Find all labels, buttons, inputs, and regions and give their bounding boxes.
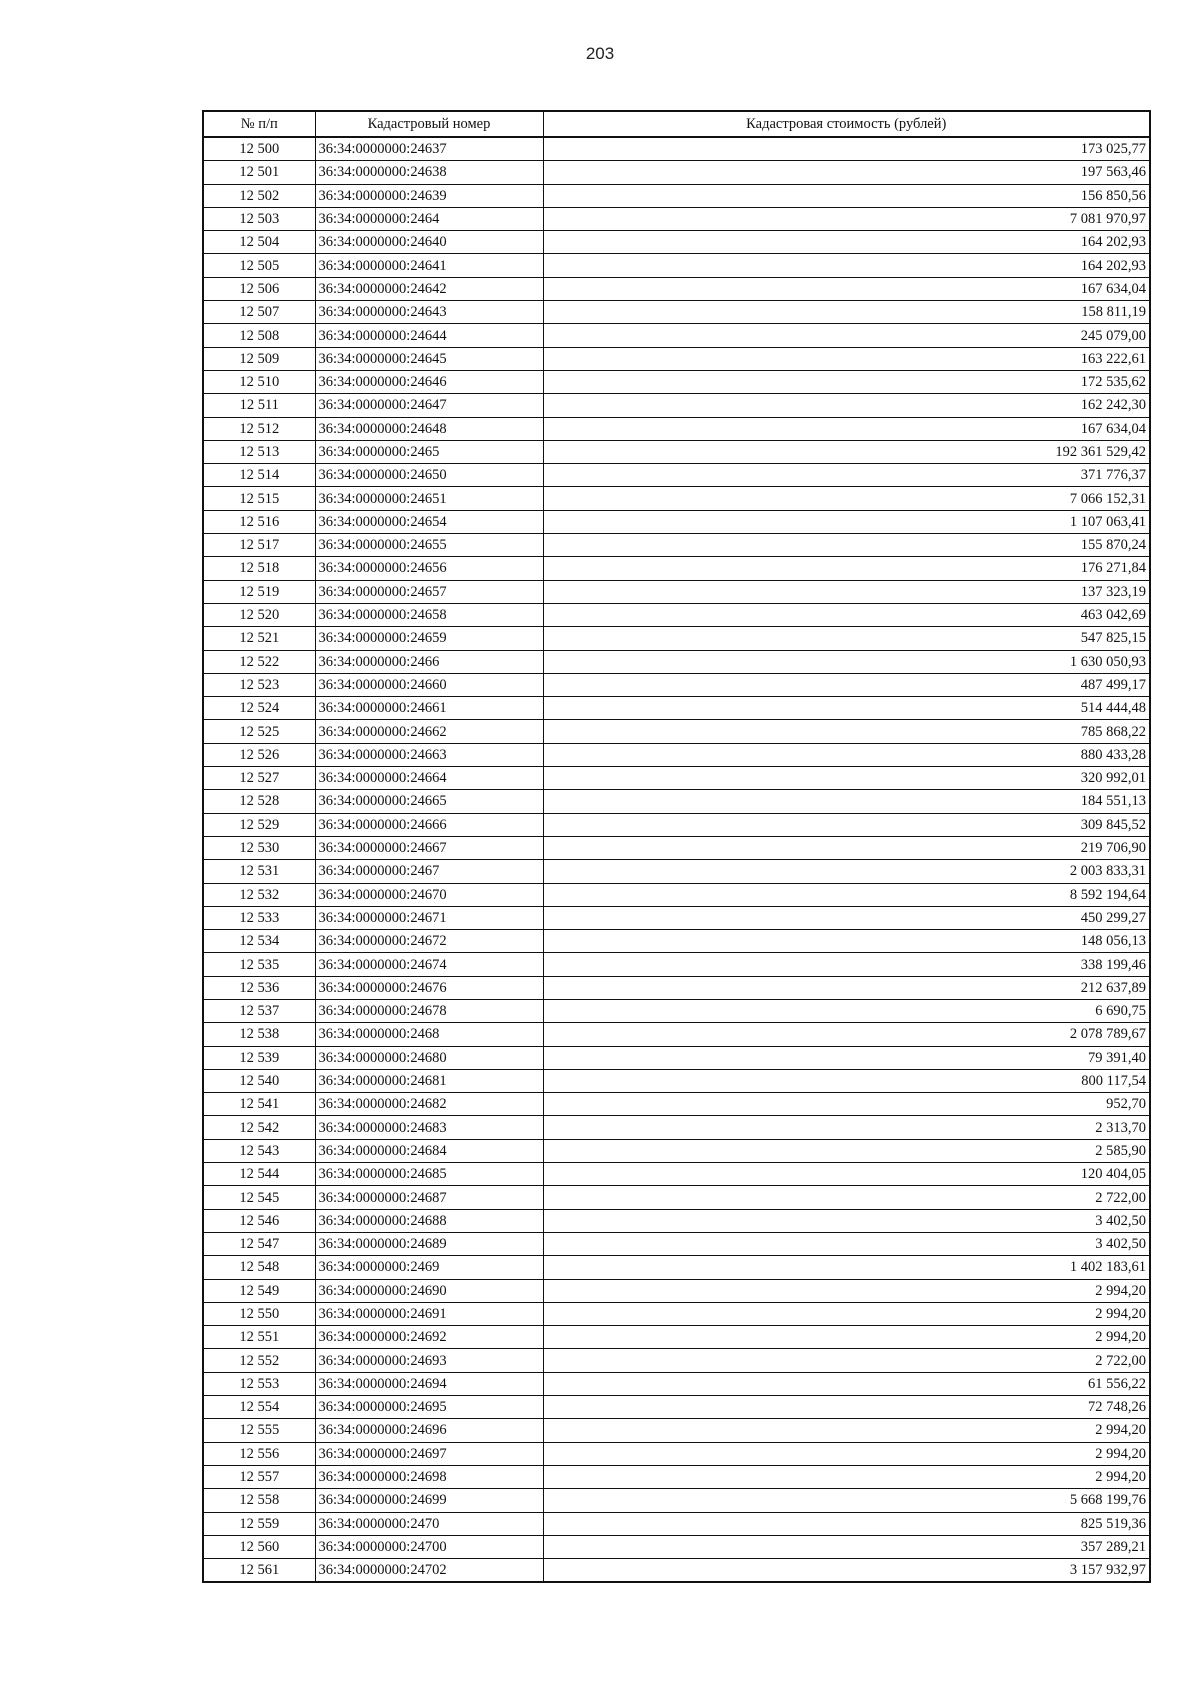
row-number-cell: 12 502: [203, 184, 315, 207]
cadastral-value-cell: 3 157 932,97: [543, 1559, 1150, 1583]
cadastral-number-cell: 36:34:0000000:24682: [315, 1093, 543, 1116]
cadastral-value-cell: 8 592 194,64: [543, 883, 1150, 906]
table-row: [203, 1093, 1150, 1116]
table-row: [203, 161, 1150, 184]
cadastral-number-cell: 36:34:0000000:24642: [315, 277, 543, 300]
table-row: [203, 603, 1150, 626]
cadastral-value-cell: 463 042,69: [543, 603, 1150, 626]
row-number-cell: 12 548: [203, 1256, 315, 1279]
row-number-cell: 12 515: [203, 487, 315, 510]
cadastral-value-cell: 6 690,75: [543, 999, 1150, 1022]
table-row: [203, 1279, 1150, 1302]
row-number-cell: 12 547: [203, 1232, 315, 1255]
table-row: [203, 1163, 1150, 1186]
table-row: [203, 883, 1150, 906]
table-row: [203, 1419, 1150, 1442]
cadastral-number-cell: 36:34:0000000:2469: [315, 1256, 543, 1279]
cadastral-value-cell: 72 748,26: [543, 1396, 1150, 1419]
table-row: [203, 627, 1150, 650]
table-row: [203, 1535, 1150, 1558]
cadastral-value-cell: 487 499,17: [543, 673, 1150, 696]
cadastral-number-cell: 36:34:0000000:2464: [315, 207, 543, 230]
cadastral-value-cell: 167 634,04: [543, 417, 1150, 440]
cadastral-value-cell: 164 202,93: [543, 254, 1150, 277]
table-row: [203, 347, 1150, 370]
row-number-cell: 12 508: [203, 324, 315, 347]
row-number-cell: 12 534: [203, 930, 315, 953]
table-row: [203, 1069, 1150, 1092]
cadastral-number-cell: 36:34:0000000:24645: [315, 347, 543, 370]
cadastral-value-cell: 880 433,28: [543, 743, 1150, 766]
cadastral-value-cell: 173 025,77: [543, 137, 1150, 161]
row-number-cell: 12 523: [203, 673, 315, 696]
row-number-cell: 12 552: [203, 1349, 315, 1372]
cadastral-value-cell: 514 444,48: [543, 697, 1150, 720]
row-number-cell: 12 535: [203, 953, 315, 976]
cadastral-number-cell: 36:34:0000000:24640: [315, 231, 543, 254]
row-number-cell: 12 519: [203, 580, 315, 603]
row-number-cell: 12 513: [203, 440, 315, 463]
table-row: [203, 324, 1150, 347]
row-number-cell: 12 540: [203, 1069, 315, 1092]
table-row: [203, 231, 1150, 254]
cadastral-value-cell: 197 563,46: [543, 161, 1150, 184]
cadastral-number-cell: 36:34:0000000:24661: [315, 697, 543, 720]
row-number-cell: 12 527: [203, 767, 315, 790]
cadastral-number-cell: 36:34:0000000:24658: [315, 603, 543, 626]
cadastral-value-cell: 1 107 063,41: [543, 510, 1150, 533]
table-row: [203, 1512, 1150, 1535]
row-number-cell: 12 530: [203, 836, 315, 859]
cadastral-value-cell: 164 202,93: [543, 231, 1150, 254]
table-row: [203, 1139, 1150, 1162]
cadastral-value-cell: 192 361 529,42: [543, 440, 1150, 463]
cadastral-value-cell: 450 299,27: [543, 906, 1150, 929]
row-number-cell: 12 522: [203, 650, 315, 673]
table-row: [203, 999, 1150, 1022]
cadastral-value-cell: 219 706,90: [543, 836, 1150, 859]
row-number-cell: 12 557: [203, 1465, 315, 1488]
cadastral-number-cell: 36:34:0000000:24678: [315, 999, 543, 1022]
row-number-cell: 12 524: [203, 697, 315, 720]
row-number-cell: 12 541: [203, 1093, 315, 1116]
cadastral-number-cell: 36:34:0000000:24672: [315, 930, 543, 953]
table-row: [203, 1302, 1150, 1325]
table-row: [203, 720, 1150, 743]
table-row: [203, 277, 1150, 300]
cadastral-value-cell: 120 404,05: [543, 1163, 1150, 1186]
cadastral-number-cell: 36:34:0000000:24702: [315, 1559, 543, 1583]
cadastral-number-cell: 36:34:0000000:24683: [315, 1116, 543, 1139]
cadastral-number-cell: 36:34:0000000:24674: [315, 953, 543, 976]
cadastral-number-cell: 36:34:0000000:24691: [315, 1302, 543, 1325]
header-row-number: № п/п: [203, 111, 315, 137]
cadastral-number-cell: 36:34:0000000:24665: [315, 790, 543, 813]
cadastral-number-cell: 36:34:0000000:2466: [315, 650, 543, 673]
cadastral-value-cell: 3 402,50: [543, 1232, 1150, 1255]
cadastral-number-cell: 36:34:0000000:24660: [315, 673, 543, 696]
table-row: [203, 510, 1150, 533]
cadastral-value-cell: 785 868,22: [543, 720, 1150, 743]
row-number-cell: 12 529: [203, 813, 315, 836]
row-number-cell: 12 528: [203, 790, 315, 813]
cadastral-value-cell: 5 668 199,76: [543, 1489, 1150, 1512]
row-number-cell: 12 546: [203, 1209, 315, 1232]
cadastral-value-cell: 2 994,20: [543, 1279, 1150, 1302]
cadastral-value-cell: 163 222,61: [543, 347, 1150, 370]
row-number-cell: 12 550: [203, 1302, 315, 1325]
table-row: [203, 1326, 1150, 1349]
cadastral-value-cell: 3 402,50: [543, 1209, 1150, 1232]
cadastral-value-cell: 156 850,56: [543, 184, 1150, 207]
cadastral-number-cell: 36:34:0000000:24680: [315, 1046, 543, 1069]
row-number-cell: 12 531: [203, 860, 315, 883]
cadastral-value-cell: 212 637,89: [543, 976, 1150, 999]
row-number-cell: 12 504: [203, 231, 315, 254]
cadastral-value-cell: 7 081 970,97: [543, 207, 1150, 230]
table-row: [203, 440, 1150, 463]
cadastral-value-cell: 2 722,00: [543, 1186, 1150, 1209]
cadastral-value-cell: 245 079,00: [543, 324, 1150, 347]
table-row: [203, 1349, 1150, 1372]
cadastral-number-cell: 36:34:0000000:24671: [315, 906, 543, 929]
table-row: [203, 836, 1150, 859]
cadastral-value-cell: 2 994,20: [543, 1465, 1150, 1488]
row-number-cell: 12 520: [203, 603, 315, 626]
cadastral-value-cell: 137 323,19: [543, 580, 1150, 603]
cadastral-value-cell: 155 870,24: [543, 534, 1150, 557]
row-number-cell: 12 501: [203, 161, 315, 184]
row-number-cell: 12 544: [203, 1163, 315, 1186]
cadastral-number-cell: 36:34:0000000:24639: [315, 184, 543, 207]
row-number-cell: 12 500: [203, 137, 315, 161]
cadastral-number-cell: 36:34:0000000:24685: [315, 1163, 543, 1186]
cadastral-value-cell: 2 722,00: [543, 1349, 1150, 1372]
cadastral-value-cell: 7 066 152,31: [543, 487, 1150, 510]
row-number-cell: 12 512: [203, 417, 315, 440]
cadastral-value-cell: 952,70: [543, 1093, 1150, 1116]
table-row: [203, 790, 1150, 813]
table-row: [203, 580, 1150, 603]
table-row: [203, 1442, 1150, 1465]
cadastral-value-cell: 167 634,04: [543, 277, 1150, 300]
cadastral-number-cell: 36:34:0000000:24644: [315, 324, 543, 347]
cadastral-value-cell: 2 994,20: [543, 1326, 1150, 1349]
cadastral-value-cell: 320 992,01: [543, 767, 1150, 790]
header-cadastral-number: Кадастровый номер: [315, 111, 543, 137]
cadastral-number-cell: 36:34:0000000:24697: [315, 1442, 543, 1465]
row-number-cell: 12 521: [203, 627, 315, 650]
table-row: [203, 137, 1150, 161]
row-number-cell: 12 506: [203, 277, 315, 300]
table-row: [203, 1023, 1150, 1046]
cadastral-number-cell: 36:34:0000000:24676: [315, 976, 543, 999]
row-number-cell: 12 536: [203, 976, 315, 999]
cadastral-number-cell: 36:34:0000000:24648: [315, 417, 543, 440]
cadastral-number-cell: 36:34:0000000:24638: [315, 161, 543, 184]
table-row: [203, 487, 1150, 510]
cadastral-number-cell: 36:34:0000000:24650: [315, 464, 543, 487]
cadastral-value-cell: 172 535,62: [543, 370, 1150, 393]
cadastral-number-cell: 36:34:0000000:24698: [315, 1465, 543, 1488]
table-row: [203, 464, 1150, 487]
row-number-cell: 12 510: [203, 370, 315, 393]
cadastral-number-cell: 36:34:0000000:2465: [315, 440, 543, 463]
header-cadastral-value: Кадастровая стоимость (рублей): [543, 111, 1150, 137]
row-number-cell: 12 558: [203, 1489, 315, 1512]
table-row: [203, 1256, 1150, 1279]
row-number-cell: 12 556: [203, 1442, 315, 1465]
row-number-cell: 12 543: [203, 1139, 315, 1162]
row-number-cell: 12 518: [203, 557, 315, 580]
cadastral-number-cell: 36:34:0000000:24655: [315, 534, 543, 557]
cadastral-number-cell: 36:34:0000000:24651: [315, 487, 543, 510]
cadastral-value-cell: 825 519,36: [543, 1512, 1150, 1535]
table-row: [203, 301, 1150, 324]
table-row: [203, 976, 1150, 999]
row-number-cell: 12 554: [203, 1396, 315, 1419]
table-row: [203, 534, 1150, 557]
table-row: [203, 1186, 1150, 1209]
cadastral-number-cell: 36:34:0000000:24699: [315, 1489, 543, 1512]
row-number-cell: 12 561: [203, 1559, 315, 1583]
row-number-cell: 12 545: [203, 1186, 315, 1209]
cadastral-number-cell: 36:34:0000000:24646: [315, 370, 543, 393]
cadastral-value-cell: 176 271,84: [543, 557, 1150, 580]
table-row: [203, 1209, 1150, 1232]
table-row: [203, 860, 1150, 883]
cadastral-value-table: [202, 110, 1151, 1583]
row-number-cell: 12 533: [203, 906, 315, 929]
row-number-cell: 12 539: [203, 1046, 315, 1069]
cadastral-number-cell: 36:34:0000000:24670: [315, 883, 543, 906]
row-number-cell: 12 537: [203, 999, 315, 1022]
table-row: [203, 767, 1150, 790]
table-row: [203, 1465, 1150, 1488]
cadastral-value-cell: 800 117,54: [543, 1069, 1150, 1092]
cadastral-value-cell: 2 003 833,31: [543, 860, 1150, 883]
row-number-cell: 12 553: [203, 1372, 315, 1395]
table-row: [203, 254, 1150, 277]
table-row: [203, 906, 1150, 929]
table-row: [203, 1372, 1150, 1395]
cadastral-number-cell: 36:34:0000000:24667: [315, 836, 543, 859]
cadastral-number-cell: 36:34:0000000:24641: [315, 254, 543, 277]
cadastral-number-cell: 36:34:0000000:24695: [315, 1396, 543, 1419]
row-number-cell: 12 514: [203, 464, 315, 487]
cadastral-number-cell: 36:34:0000000:24681: [315, 1069, 543, 1092]
cadastral-number-cell: 36:34:0000000:24659: [315, 627, 543, 650]
table-row: [203, 1116, 1150, 1139]
row-number-cell: 12 507: [203, 301, 315, 324]
row-number-cell: 12 538: [203, 1023, 315, 1046]
table-row: [203, 1559, 1150, 1583]
cadastral-value-cell: 2 078 789,67: [543, 1023, 1150, 1046]
row-number-cell: 12 560: [203, 1535, 315, 1558]
cadastral-number-cell: 36:34:0000000:24654: [315, 510, 543, 533]
cadastral-number-cell: 36:34:0000000:24657: [315, 580, 543, 603]
cadastral-number-cell: 36:34:0000000:24700: [315, 1535, 543, 1558]
row-number-cell: 12 525: [203, 720, 315, 743]
table-header-row: [203, 111, 1150, 137]
cadastral-value-cell: 2 994,20: [543, 1442, 1150, 1465]
cadastral-value-cell: 148 056,13: [543, 930, 1150, 953]
table-row: [203, 673, 1150, 696]
cadastral-value-cell: 162 242,30: [543, 394, 1150, 417]
cadastral-number-cell: 36:34:0000000:24684: [315, 1139, 543, 1162]
row-number-cell: 12 555: [203, 1419, 315, 1442]
cadastral-value-cell: 309 845,52: [543, 813, 1150, 836]
cadastral-value-cell: 2 585,90: [543, 1139, 1150, 1162]
row-number-cell: 12 549: [203, 1279, 315, 1302]
cadastral-number-cell: 36:34:0000000:24656: [315, 557, 543, 580]
row-number-cell: 12 509: [203, 347, 315, 370]
cadastral-value-cell: 79 391,40: [543, 1046, 1150, 1069]
row-number-cell: 12 517: [203, 534, 315, 557]
cadastral-number-cell: 36:34:0000000:24692: [315, 1326, 543, 1349]
row-number-cell: 12 516: [203, 510, 315, 533]
table-row: [203, 557, 1150, 580]
cadastral-number-cell: 36:34:0000000:2468: [315, 1023, 543, 1046]
cadastral-number-cell: 36:34:0000000:24688: [315, 1209, 543, 1232]
cadastral-value-cell: 547 825,15: [543, 627, 1150, 650]
table-row: [203, 1046, 1150, 1069]
cadastral-value-cell: 184 551,13: [543, 790, 1150, 813]
table-row: [203, 184, 1150, 207]
table-row: [203, 930, 1150, 953]
cadastral-number-cell: 36:34:0000000:24693: [315, 1349, 543, 1372]
cadastral-number-cell: 36:34:0000000:24662: [315, 720, 543, 743]
cadastral-value-cell: 2 994,20: [543, 1419, 1150, 1442]
row-number-cell: 12 526: [203, 743, 315, 766]
table-row: [203, 1232, 1150, 1255]
cadastral-value-cell: 338 199,46: [543, 953, 1150, 976]
table-row: [203, 1489, 1150, 1512]
table-row: [203, 953, 1150, 976]
cadastral-value-cell: 357 289,21: [543, 1535, 1150, 1558]
row-number-cell: 12 559: [203, 1512, 315, 1535]
row-number-cell: 12 532: [203, 883, 315, 906]
row-number-cell: 12 505: [203, 254, 315, 277]
cadastral-number-cell: 36:34:0000000:2470: [315, 1512, 543, 1535]
table-row: [203, 207, 1150, 230]
cadastral-value-cell: 158 811,19: [543, 301, 1150, 324]
row-number-cell: 12 542: [203, 1116, 315, 1139]
cadastral-value-cell: 1 402 183,61: [543, 1256, 1150, 1279]
cadastral-number-cell: 36:34:0000000:24637: [315, 137, 543, 161]
cadastral-value-cell: 2 313,70: [543, 1116, 1150, 1139]
cadastral-number-cell: 36:34:0000000:24690: [315, 1279, 543, 1302]
cadastral-number-cell: 36:34:0000000:24663: [315, 743, 543, 766]
row-number-cell: 12 511: [203, 394, 315, 417]
table-row: [203, 650, 1150, 673]
table-row: [203, 813, 1150, 836]
cadastral-number-cell: 36:34:0000000:24689: [315, 1232, 543, 1255]
table-body: [203, 137, 1150, 1582]
table-row: [203, 394, 1150, 417]
cadastral-number-cell: 36:34:0000000:24647: [315, 394, 543, 417]
table-row: [203, 417, 1150, 440]
cadastral-value-cell: 61 556,22: [543, 1372, 1150, 1395]
table-row: [203, 743, 1150, 766]
cadastral-value-cell: 2 994,20: [543, 1302, 1150, 1325]
cadastral-number-cell: 36:34:0000000:24696: [315, 1419, 543, 1442]
table-row: [203, 370, 1150, 393]
table-row: [203, 1396, 1150, 1419]
row-number-cell: 12 551: [203, 1326, 315, 1349]
cadastral-number-cell: 36:34:0000000:24687: [315, 1186, 543, 1209]
cadastral-number-cell: 36:34:0000000:2467: [315, 860, 543, 883]
page-number: 203: [585, 44, 615, 63]
cadastral-number-cell: 36:34:0000000:24666: [315, 813, 543, 836]
row-number-cell: 12 503: [203, 207, 315, 230]
cadastral-value-cell: 371 776,37: [543, 464, 1150, 487]
cadastral-number-cell: 36:34:0000000:24664: [315, 767, 543, 790]
table-row: [203, 697, 1150, 720]
cadastral-value-cell: 1 630 050,93: [543, 650, 1150, 673]
cadastral-number-cell: 36:34:0000000:24643: [315, 301, 543, 324]
cadastral-number-cell: 36:34:0000000:24694: [315, 1372, 543, 1395]
